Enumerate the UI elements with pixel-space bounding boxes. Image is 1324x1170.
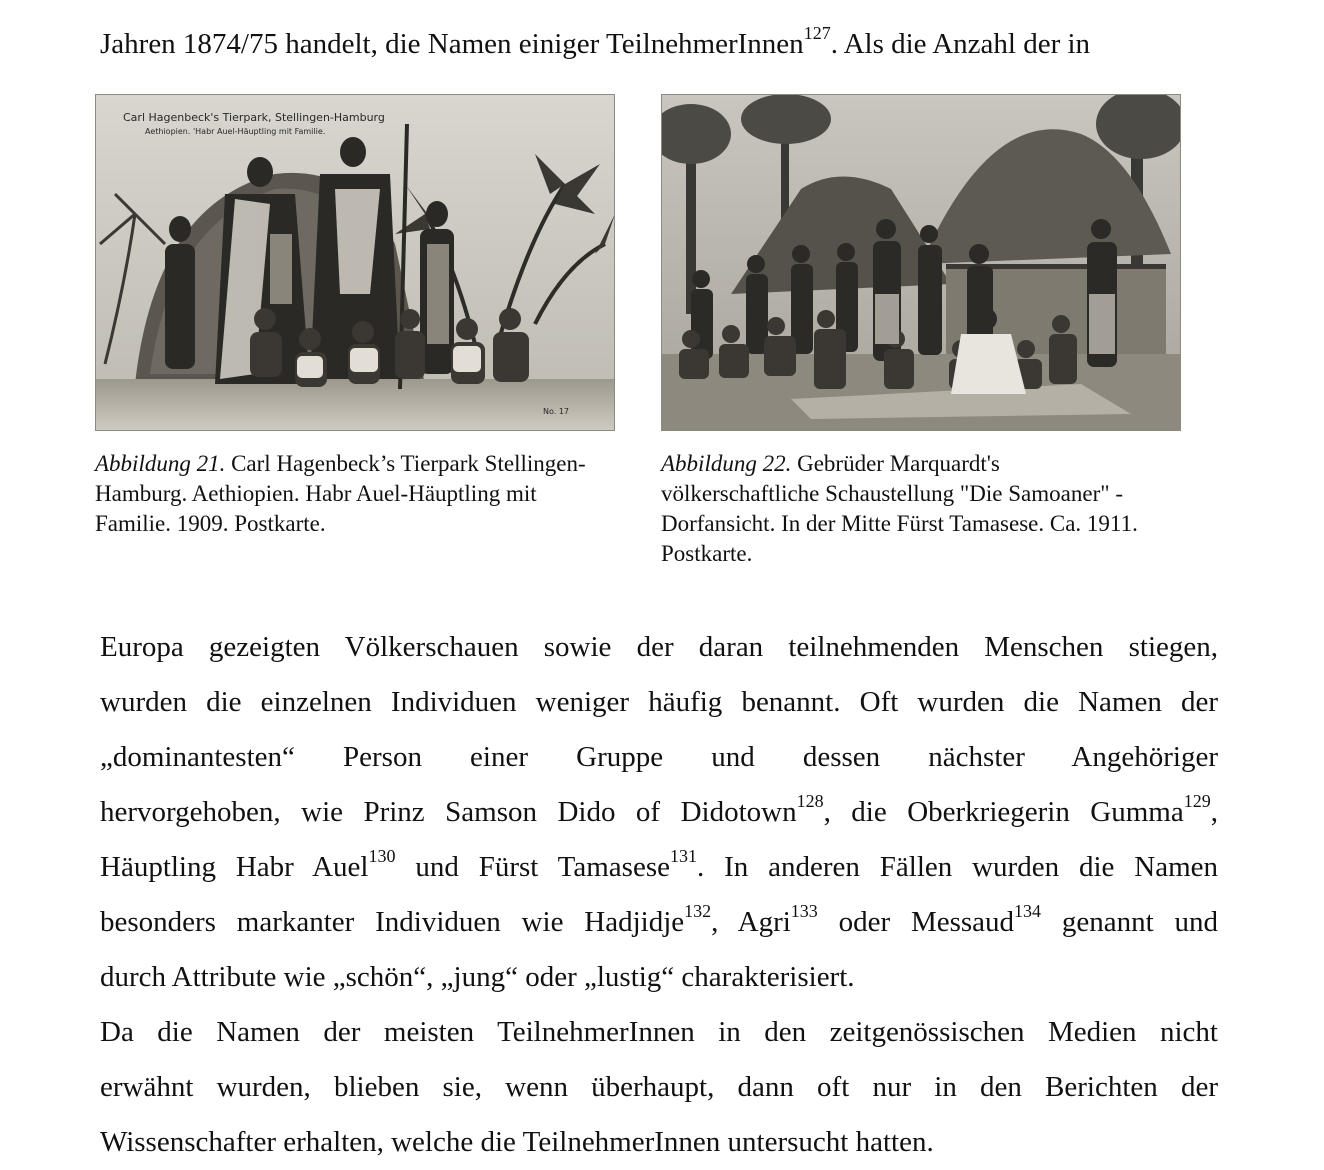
text-run: und Fürst Tamasese bbox=[395, 851, 670, 883]
text-line: Da die Namen der meisten TeilnehmerInnen in den zeitgenössischen Medien nicht bbox=[100, 1016, 1218, 1048]
caption-label: Abbildung 22. bbox=[661, 451, 792, 476]
figure-22 bbox=[661, 94, 1181, 569]
postcard-number: No. 17 bbox=[543, 407, 570, 416]
caption-text: Gebrüder Marquardt's völkerschaftliche Schaustellung "Die Samoaner" - Dorfansicht. In der Mitte Fürst Tamasese. Ca. 1911. Postkarte. bbox=[661, 451, 1138, 566]
footnote-132[interactable]: 132 bbox=[684, 901, 712, 922]
paragraph-2 bbox=[100, 1005, 1218, 1170]
figure-21-caption bbox=[95, 449, 595, 539]
text-run: hervorgehoben, wie Prinz Samson Dido of Didotown bbox=[100, 796, 797, 828]
text-line: erwähnt wurden, blieben sie, wenn überhaupt, dann oft nur in den Berichten der bbox=[100, 1071, 1218, 1103]
postcard-title: Carl Hagenbeck's Tierpark, Stellingen-Hamburg bbox=[123, 111, 385, 124]
figure-21 bbox=[95, 94, 615, 539]
continuation-line bbox=[100, 22, 1218, 66]
text-line: Wissenschafter erhalten, welche die TeilnehmerInnen untersucht hatten. bbox=[100, 1126, 934, 1158]
text-run: . In anderen Fällen wurden die Namen bbox=[696, 851, 1218, 883]
text-run: besonders markanter Individuen wie Hadjidje bbox=[100, 906, 685, 938]
footnote-131[interactable]: 131 bbox=[669, 846, 697, 867]
text-run: , Agri bbox=[711, 906, 791, 938]
paragraph-1 bbox=[100, 620, 1218, 1005]
text-run: oder Messaud bbox=[817, 906, 1015, 938]
body-text bbox=[100, 620, 1218, 1170]
text-line bbox=[100, 785, 1218, 840]
text-run: . Als die Anzahl der in bbox=[830, 28, 1091, 60]
footnote-130[interactable]: 130 bbox=[368, 846, 396, 867]
text-line: wurden die einzelnen Individuen weniger häufig benannt. Oft wurden die Namen der bbox=[100, 686, 1218, 718]
caption-label: Abbildung 21. bbox=[95, 451, 226, 476]
text-line bbox=[100, 840, 1218, 895]
footnote-133[interactable]: 133 bbox=[790, 901, 818, 922]
footnote-134[interactable]: 134 bbox=[1014, 901, 1042, 922]
text-run: Häuptling Habr Auel bbox=[100, 851, 369, 883]
text-run: , die Oberkriegerin Gumma bbox=[823, 796, 1184, 828]
postcard-subtitle: Aethiopien. 'Habr Auel-Häuptling mit Familie. bbox=[145, 127, 326, 136]
text-line: Europa gezeigten Völkerschauen sowie der daran teilnehmenden Menschen stiegen, bbox=[100, 631, 1218, 663]
text-run: genannt und bbox=[1041, 906, 1218, 938]
text-line: „dominantesten“ Person einer Gruppe und dessen nächster Angehöriger bbox=[100, 741, 1218, 773]
footnote-129[interactable]: 129 bbox=[1183, 791, 1211, 812]
text-line bbox=[100, 895, 1218, 950]
text-run: Jahren 1874/75 handelt, die Namen einiger TeilnehmerInnen bbox=[100, 28, 804, 60]
text-run: , bbox=[1210, 796, 1218, 828]
footnote-128[interactable]: 128 bbox=[796, 791, 824, 812]
caption-text: Carl Hagenbeck’s Tierpark Stellingen-Hamburg. Aethiopien. Habr Auel-Häuptling mit Familie. 1909. Postkarte. bbox=[95, 451, 586, 536]
figure-22-caption bbox=[661, 449, 1161, 569]
photo-hagenbeck-postcard bbox=[95, 94, 615, 431]
photo-samoan-village-postcard bbox=[661, 94, 1181, 431]
footnote-127[interactable]: 127 bbox=[803, 23, 831, 44]
text-line: durch Attribute wie „schön“, „jung“ oder „lustig“ charakterisiert. bbox=[100, 961, 855, 993]
